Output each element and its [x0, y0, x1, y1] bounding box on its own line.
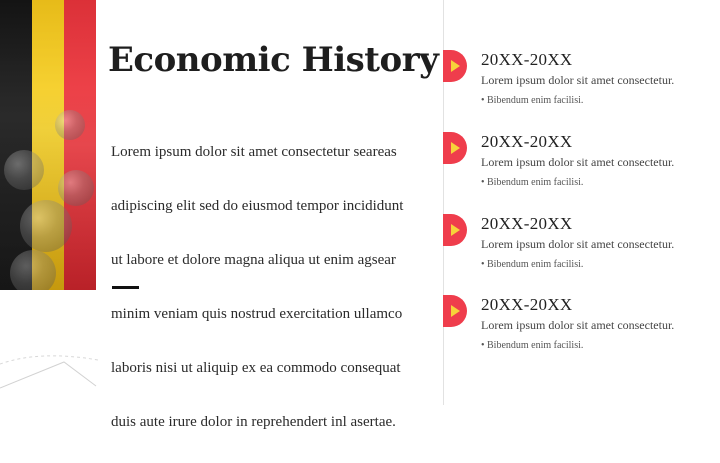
play-triangle-icon — [451, 305, 460, 317]
timeline-year: 20XX-20XX — [481, 50, 573, 69]
timeline-year: 20XX-20XX — [481, 214, 573, 233]
timeline-item — [443, 295, 713, 365]
timeline-description: Lorem ipsum dolor sit amet consectetur. — [481, 155, 675, 169]
photo-shade — [0, 0, 96, 290]
body-line: adipiscing elit sed do eiusmod tempor incididunt — [111, 198, 404, 214]
body-line: laboris nisi ut aliquip ex ea commodo consequat — [111, 360, 401, 376]
belgian-flag-photo — [0, 0, 96, 290]
play-triangle-icon — [451, 224, 460, 236]
timeline-year: 20XX-20XX — [481, 295, 573, 314]
accent-dash — [112, 286, 139, 289]
timeline-bullet: • Bibendum enim facilisi. — [481, 340, 584, 351]
timeline-bullet: • Bibendum enim facilisi. — [481, 259, 584, 270]
body-paragraph — [111, 112, 423, 463]
timeline-description: Lorem ipsum dolor sit amet consectetur. — [481, 237, 675, 251]
body-line: duis aute irure dolor in reprehendert inl asertae. — [111, 414, 396, 430]
body-line: ut labore et dolore magna aliqua ut enim agsear — [111, 252, 396, 268]
body-line: Lorem ipsum dolor sit amet consectetur seareas — [111, 144, 397, 160]
timeline-badge — [443, 214, 467, 246]
slide-title: Economic History — [108, 40, 439, 80]
timeline-description: Lorem ipsum dolor sit amet consectetur. — [481, 318, 675, 332]
timeline-year: 20XX-20XX — [481, 132, 573, 151]
timeline-badge — [443, 132, 467, 164]
timeline-bullet: • Bibendum enim facilisi. — [481, 177, 584, 188]
timeline-item — [443, 132, 713, 202]
timeline-badge — [443, 295, 467, 327]
timeline-badge — [443, 50, 467, 82]
play-triangle-icon — [451, 142, 460, 154]
play-triangle-icon — [451, 60, 460, 72]
timeline-description: Lorem ipsum dolor sit amet consectetur. — [481, 73, 675, 87]
body-line: minim veniam quis nostrud exercitation ullamco — [111, 306, 403, 322]
decorative-curves — [0, 350, 110, 405]
timeline-item — [443, 50, 713, 120]
timeline-bullet: • Bibendum enim facilisi. — [481, 95, 584, 106]
timeline-item — [443, 214, 713, 284]
